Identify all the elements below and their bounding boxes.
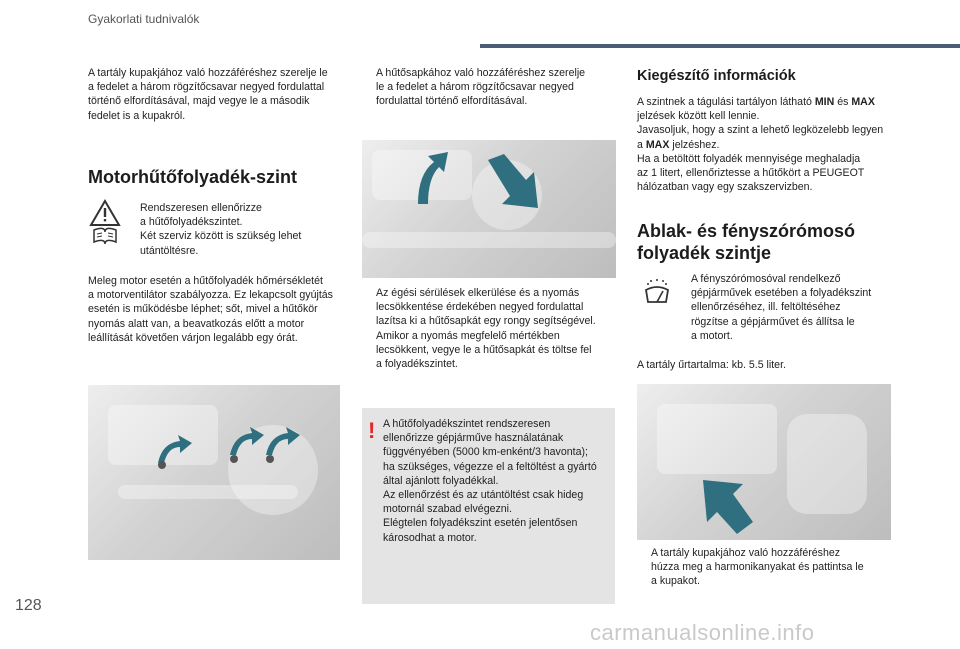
engine-cover-image <box>88 385 340 560</box>
warning-line: Elégtelen folyadékszint esetén jelentősen <box>383 517 578 530</box>
max-label: MAX <box>645 138 670 151</box>
washer-heading <box>637 220 855 264</box>
washer-heading-line: folyadék szintje <box>637 243 772 263</box>
intro-line: a fedelet a három rögzítőcsavar negyed fordulattal <box>88 81 325 94</box>
bullet-reservoir <box>637 546 899 589</box>
warning-line: ellenőrizze gépjárműve használatának <box>383 432 564 445</box>
washer-reservoir-image <box>637 384 891 540</box>
info-text-span: a <box>637 138 646 151</box>
body-line: esetén is működésbe léphet; sőt, mivel a hűtőkör <box>88 303 318 316</box>
bullet-line: A tartály kupakjához való hozzáféréshez <box>651 547 841 559</box>
bullet-line: a folyadékszintet. <box>376 358 458 371</box>
warning-text <box>383 417 611 545</box>
info-text-span: és <box>834 96 852 108</box>
info-text-span: jelzéshez. <box>669 138 720 151</box>
info-line: Javasoljuk, hogy a szint a lehető legközelebb legyen <box>637 124 884 137</box>
washer-heading-line: Ablak- és fényszórómosó <box>637 221 856 241</box>
intro-line: történő elfordításával, majd vegye le a második <box>88 95 310 108</box>
arrow-icon <box>230 427 264 455</box>
info-line: jelzések között kell lennie. <box>637 110 760 123</box>
service-line: a hűtőfolyadékszintet. <box>140 216 243 229</box>
info-heading: Kiegészítő információk <box>637 68 796 84</box>
left-body <box>88 274 356 345</box>
washer-line: ellenőrzéséhez, ill. feltöltéséhez <box>691 301 841 314</box>
section-header: Gyakorlati tudnivalók <box>88 12 200 26</box>
washer-icon <box>643 278 671 306</box>
service-line: utántöltésre. <box>140 244 199 257</box>
warning-box <box>362 408 615 604</box>
service-line: Két szerviz között is szükség lehet <box>140 230 302 243</box>
intro-line: A tartály kupakjához való hozzáféréshez szerelje le <box>88 67 328 79</box>
washer-line: gépjárművek esetében a folyadékszint <box>691 287 872 300</box>
warning-line: A hűtőfolyadékszintet rendszeresen <box>383 418 551 430</box>
bullet-marker <box>362 66 376 109</box>
watermark: carmanualsonline.info <box>590 620 815 645</box>
service-text <box>140 201 350 258</box>
min-label: MIN <box>814 96 835 108</box>
header-bar <box>480 44 960 48</box>
bullet-marker <box>637 546 651 589</box>
left-intro <box>88 66 350 123</box>
warning-line: motornál szabad elvégezni. <box>383 503 512 516</box>
page-number: 128 <box>15 597 42 614</box>
bullets-pressure <box>362 286 616 371</box>
body-line: Meleg motor esetén a hűtőfolyadék hőmérsékletét <box>88 275 323 287</box>
warning-line: károsodhat a motor. <box>383 531 477 544</box>
info-line: Ha a betöltött folyadék mennyisége meghaladja <box>637 152 861 165</box>
coolant-heading: Motorhűtőfolyadék-szint <box>88 167 297 187</box>
info-text-span: A szintnek a tágulási tartályon látható <box>637 96 815 108</box>
bullet-marker <box>362 286 376 329</box>
bullet-line: fordulattal történő elfordításával. <box>376 95 528 108</box>
arrow-icon <box>266 427 300 455</box>
body-line: leállítását követően várjon legalább egy órát. <box>88 331 298 344</box>
bullet-line: A hűtősapkához való hozzáféréshez szerelje <box>376 67 586 79</box>
max-label: MAX <box>851 96 875 108</box>
warning-line: Az ellenőrzést és az utántöltést csak hideg <box>383 489 584 502</box>
warning-icon: ! <box>368 418 376 443</box>
warning-line: ha szükséges, végezze el a feltöltést a gyártó <box>383 460 597 473</box>
washer-line: A fényszórómosóval rendelkező <box>691 273 841 285</box>
bullet-line: lecsökkentése érdekében negyed fordulattal <box>376 301 584 314</box>
intro-line: fedelet is a kupakról. <box>88 109 186 122</box>
bullet-line: Amikor a nyomás megfelelő mértékben <box>376 329 560 342</box>
capacity-text: A tartály űrtartalma: kb. 5.5 liter. <box>637 359 786 371</box>
coolant-cap-image <box>362 140 616 278</box>
washer-line: a motort. <box>691 329 733 342</box>
warning-line: függvényében (5000 km-enként/3 havonta); <box>383 446 588 459</box>
service-line: Rendszeresen ellenőrizze <box>140 202 262 214</box>
bullet-line: le a fedelet a három rögzítőcsavar negyed <box>376 81 574 94</box>
bullet-line: lecsökkent, vegye le a hűtősapkát és töltse fel <box>376 343 592 356</box>
washer-text <box>691 272 901 343</box>
bullet-marker <box>362 329 376 372</box>
body-line: nyomás alatt van, a beavatkozás előtt a motor <box>88 317 305 330</box>
washer-line: rögzítse a gépjárművet és állítsa le <box>691 315 855 328</box>
body-line: a motorventilátor szabályozza. Ez lekapcsolt gyújtás <box>88 289 333 302</box>
arrow-icon <box>703 480 753 534</box>
bullet-line: húzza meg a harmonikanyakat és pattintsa le <box>651 561 864 574</box>
service-manual-icon <box>88 198 122 246</box>
bullet-line: Az égési sérülések elkerülése és a nyomás <box>376 287 580 299</box>
arrow-icon <box>488 154 538 208</box>
info-text <box>637 95 899 194</box>
arrow-icon <box>158 435 192 463</box>
bullet-line: a kupakot. <box>651 575 700 588</box>
warning-line: által ajánlott folyadékkal. <box>383 474 499 487</box>
arrow-icon <box>418 152 448 204</box>
info-line: hálózatban vagy egy szakszervizben. <box>637 181 813 194</box>
bullet-access <box>362 66 616 109</box>
info-line: az 1 litert, ellenőriztesse a hűtőkört a PEUGEOT <box>637 167 865 180</box>
bullet-line: lazítsa ki a hűtősapkát egy rongy segítségével. <box>376 315 596 328</box>
